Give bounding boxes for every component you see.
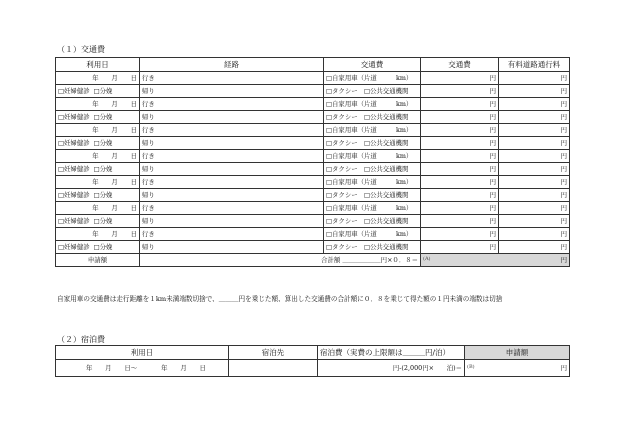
lodging-place-cell[interactable] (229, 360, 318, 377)
car-option[interactable]: □自家用車（片道 km） (324, 72, 421, 85)
toll-outbound-field[interactable]: 円 (499, 72, 570, 85)
return-label: 帰り (140, 189, 162, 202)
taxi-public-option[interactable]: □タクシー □公共交通機関 (324, 189, 421, 202)
lodging-header-row (56, 346, 570, 360)
header-toll: 有料道路通行料 (499, 58, 570, 72)
delivery-checkbox[interactable]: □分娩 (93, 86, 113, 95)
fare-return-field[interactable]: 円 (421, 215, 499, 228)
taxi-public-option[interactable]: □タクシー □公共交通機関 (324, 241, 421, 254)
toll-outbound-field[interactable]: 円 (499, 202, 570, 215)
return-label: 帰り (140, 111, 162, 124)
applied-amount-label: 申請額 (56, 254, 140, 267)
route-return-field[interactable] (162, 111, 324, 124)
toll-return-field[interactable]: 円 (499, 137, 570, 150)
checkup-checkbox[interactable]: □妊婦健診 (58, 190, 90, 199)
return-label: 帰り (140, 215, 162, 228)
transport-row-return (56, 215, 570, 228)
fare-return-field[interactable]: 円 (421, 85, 499, 98)
delivery-checkbox[interactable]: □分娩 (93, 164, 113, 173)
lodging-table (55, 345, 570, 377)
outbound-label: 行き (140, 176, 162, 189)
fare-outbound-field[interactable]: 円 (421, 202, 499, 215)
toll-outbound-field[interactable]: 円 (499, 228, 570, 241)
checkup-checkbox[interactable]: □妊婦健診 (58, 216, 90, 225)
car-option[interactable]: □自家用車（片道 km） (324, 176, 421, 189)
transport-row-outbound (56, 228, 570, 241)
lodging-to-date: 年 月 日 (161, 363, 206, 372)
lodging-fee-formula[interactable]: 円-(2,000円× 泊)＝ (318, 360, 465, 377)
outbound-label: 行き (140, 72, 162, 85)
lodging-from-date: 年 月 日～ (86, 363, 138, 372)
route-outbound-field[interactable] (162, 124, 324, 137)
return-label: 帰り (140, 85, 162, 98)
transport-header-row (56, 58, 570, 72)
visit-type-cell (56, 215, 140, 228)
outbound-label: 行き (140, 202, 162, 215)
fare-return-field[interactable]: 円 (421, 163, 499, 176)
transport-row-return (56, 189, 570, 202)
fare-outbound-field[interactable]: 円 (421, 72, 499, 85)
car-option[interactable]: □自家用車（片道 km） (324, 98, 421, 111)
route-outbound-field[interactable] (162, 176, 324, 189)
transport-row-return (56, 111, 570, 124)
toll-return-field[interactable]: 円 (499, 163, 570, 176)
taxi-public-option[interactable]: □タクシー □公共交通機関 (324, 137, 421, 150)
toll-return-field[interactable]: 円 (499, 215, 570, 228)
header-transport: 交通費 (324, 58, 421, 72)
fare-outbound-field[interactable]: 円 (421, 124, 499, 137)
route-outbound-field[interactable] (162, 98, 324, 111)
applied-amount-a-cell[interactable] (421, 254, 570, 267)
toll-outbound-field[interactable]: 円 (499, 150, 570, 163)
route-return-field[interactable] (162, 189, 324, 202)
checkup-checkbox[interactable]: □妊婦健診 (58, 242, 90, 251)
marker-a: (A) (423, 255, 431, 262)
header-fare: 交通費 (421, 58, 499, 72)
toll-return-field[interactable]: 円 (499, 241, 570, 254)
route-outbound-field[interactable] (162, 72, 324, 85)
section1-heading: （１）交通費 (57, 45, 105, 54)
section2-heading: （２）宿泊費 (57, 335, 105, 344)
delivery-checkbox[interactable]: □分娩 (93, 112, 113, 121)
toll-outbound-field[interactable]: 円 (499, 176, 570, 189)
car-option[interactable]: □自家用車（片道 km） (324, 150, 421, 163)
return-label: 帰り (140, 137, 162, 150)
date-field[interactable]: 年 月 日 (56, 72, 140, 85)
transport-row-return (56, 163, 570, 176)
date-field[interactable]: 年 月 日 (56, 98, 140, 111)
date-field[interactable]: 年 月 日 (56, 124, 140, 137)
date-field[interactable]: 年 月 日 (56, 176, 140, 189)
lodging-header-place: 宿泊先 (229, 346, 318, 360)
fare-outbound-field[interactable]: 円 (421, 98, 499, 111)
yen-b: 円 (560, 363, 567, 372)
header-date: 利用日 (56, 58, 140, 72)
date-field[interactable]: 年 月 日 (56, 228, 140, 241)
transport-row-outbound (56, 98, 570, 111)
header-route: 経路 (140, 58, 324, 72)
checkup-checkbox[interactable]: □妊婦健診 (58, 112, 90, 121)
transport-row-outbound (56, 176, 570, 189)
fare-return-field[interactable]: 円 (421, 111, 499, 124)
toll-return-field[interactable]: 円 (499, 189, 570, 202)
lodging-header-date: 利用日 (56, 346, 229, 360)
return-label: 帰り (140, 163, 162, 176)
visit-type-cell (56, 241, 140, 254)
yen-a: 円 (560, 255, 567, 264)
lodging-header-fee: 宿泊費（実費の上限額は＿＿＿円/泊） (318, 346, 465, 360)
delivery-checkbox[interactable]: □分娩 (93, 138, 113, 147)
transport-row-outbound (56, 150, 570, 163)
outbound-label: 行き (140, 150, 162, 163)
route-return-field[interactable] (162, 163, 324, 176)
taxi-public-option[interactable]: □タクシー □公共交通機関 (324, 85, 421, 98)
fare-outbound-field[interactable]: 円 (421, 228, 499, 241)
outbound-label: 行き (140, 228, 162, 241)
transport-total-row (56, 254, 570, 267)
route-return-field[interactable] (162, 137, 324, 150)
transport-table (55, 57, 570, 267)
lodging-row (56, 360, 570, 377)
outbound-label: 行き (140, 124, 162, 137)
transport-row-return (56, 241, 570, 254)
visit-type-cell (56, 85, 140, 98)
checkup-checkbox[interactable]: □妊婦健診 (58, 164, 90, 173)
delivery-checkbox[interactable]: □分娩 (93, 190, 113, 199)
toll-return-field[interactable]: 円 (499, 85, 570, 98)
visit-type-cell (56, 137, 140, 150)
delivery-checkbox[interactable]: □分娩 (93, 216, 113, 225)
taxi-public-option[interactable]: □タクシー □公共交通機関 (324, 111, 421, 124)
route-return-field[interactable] (162, 85, 324, 98)
visit-type-cell (56, 163, 140, 176)
taxi-public-option[interactable]: □タクシー □公共交通機関 (324, 163, 421, 176)
transport-row-return (56, 85, 570, 98)
applied-amount-b-cell[interactable] (465, 360, 570, 377)
car-option[interactable]: □自家用車（片道 km） (324, 124, 421, 137)
visit-type-cell (56, 189, 140, 202)
fare-return-field[interactable]: 円 (421, 241, 499, 254)
marker-b: (B) (467, 363, 475, 370)
toll-return-field[interactable]: 円 (499, 111, 570, 124)
route-return-field[interactable] (162, 215, 324, 228)
transport-row-outbound (56, 72, 570, 85)
fare-return-field[interactable]: 円 (421, 137, 499, 150)
date-field[interactable]: 年 月 日 (56, 150, 140, 163)
fare-outbound-field[interactable]: 円 (421, 176, 499, 189)
car-option[interactable]: □自家用車（片道 km） (324, 202, 421, 215)
transport-row-outbound (56, 202, 570, 215)
toll-outbound-field[interactable]: 円 (499, 124, 570, 137)
toll-outbound-field[interactable]: 円 (499, 98, 570, 111)
car-option[interactable]: □自家用車（片道 km） (324, 228, 421, 241)
fare-outbound-field[interactable]: 円 (421, 150, 499, 163)
route-return-field[interactable] (162, 241, 324, 254)
lodging-header-applied: 申請額 (465, 346, 570, 360)
route-outbound-field[interactable] (162, 150, 324, 163)
total-formula: 合計額 ＿＿＿＿＿＿円×０．８＝ (140, 254, 421, 267)
mileage-note: 自家用車の交通費は走行距離を１km未満端数切捨で、＿＿＿円を乗じた額、算出した交通費の合計額に０．８を乗じて得た額の１円未満の端数は切捨 (57, 295, 503, 303)
visit-type-cell (56, 111, 140, 124)
transport-row-return (56, 137, 570, 150)
taxi-public-option[interactable]: □タクシー □公共交通機関 (324, 215, 421, 228)
route-outbound-field[interactable] (162, 202, 324, 215)
transport-row-outbound (56, 124, 570, 137)
route-outbound-field[interactable] (162, 228, 324, 241)
checkup-checkbox[interactable]: □妊婦健診 (58, 86, 90, 95)
checkup-checkbox[interactable]: □妊婦健診 (58, 138, 90, 147)
delivery-checkbox[interactable]: □分娩 (93, 242, 113, 251)
outbound-label: 行き (140, 98, 162, 111)
lodging-date-cell[interactable] (56, 360, 229, 377)
return-label: 帰り (140, 241, 162, 254)
fare-return-field[interactable]: 円 (421, 189, 499, 202)
date-field[interactable]: 年 月 日 (56, 202, 140, 215)
